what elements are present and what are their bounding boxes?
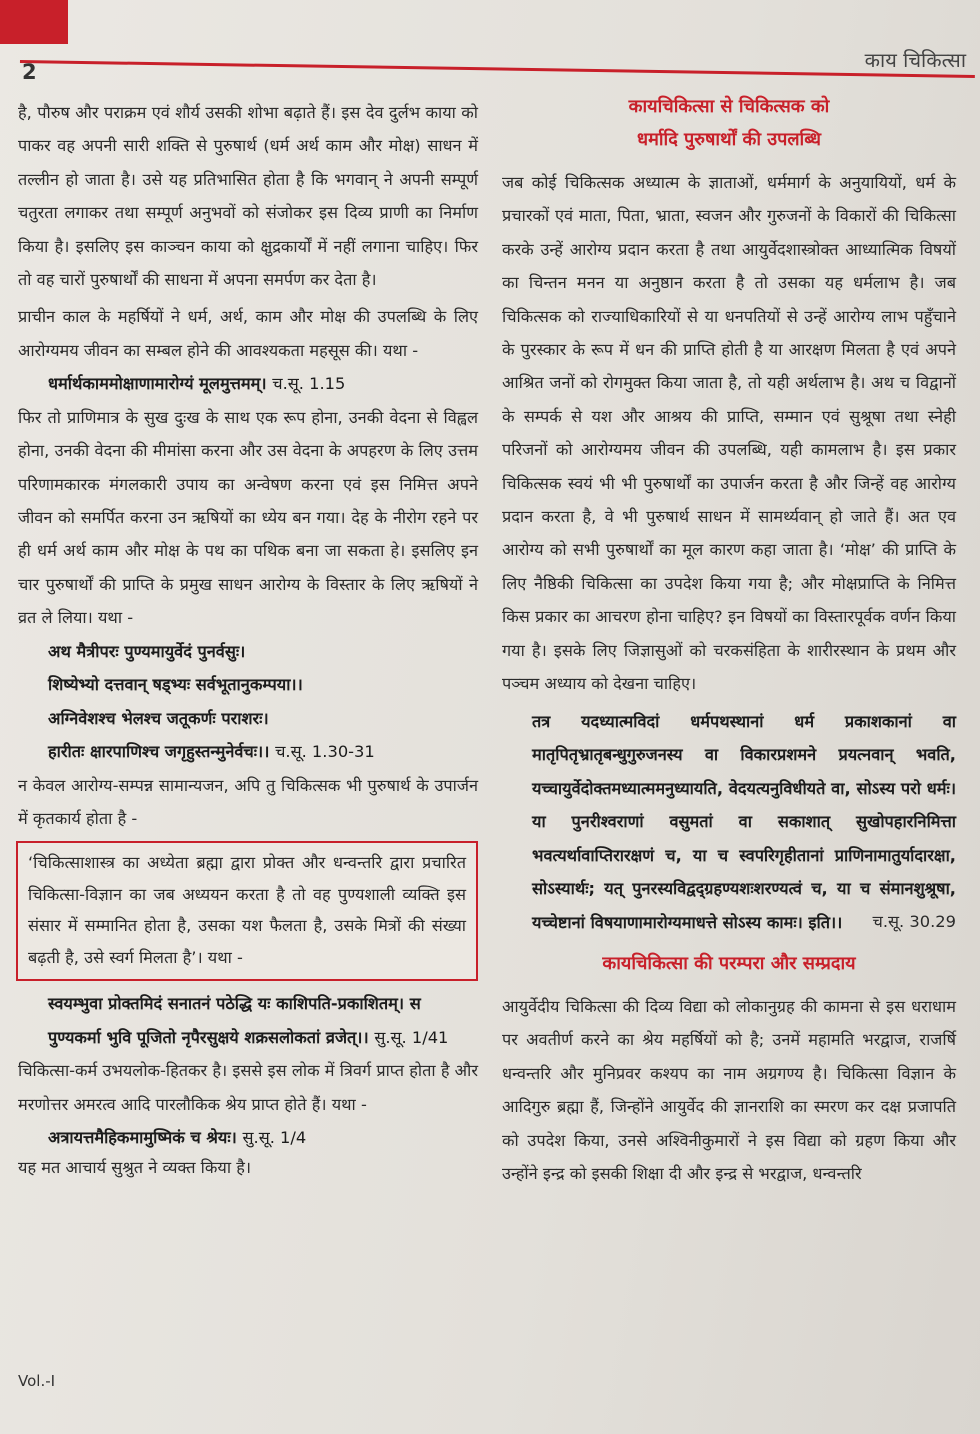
left-paragraph-2: प्राचीन काल के महर्षियों ने धर्म, अर्थ, काम और मोक्ष की उपलब्धि के लिए आरोग्यमय जीवन का सम्बल होने की आवश्यकता महसूस की। यथा - <box>18 307 478 360</box>
verse-line-3: अग्निवेशश्च भेलश्च जतूकर्णः पराशरः। <box>48 708 269 728</box>
verse-text: स्वयम्भुवा प्रोक्तमिदं सनातनं पठेद्धि यः काशिपति-प्रकाशितम्। स पुण्यकर्मा भुवि पूजितो नृपैरसुक्षये शक्रसलोकतां व्रजेत्।। <box>48 994 421 1047</box>
left-paragraph-6: यह मत आचार्य सुश्रुत ने व्यक्त किया है। <box>18 1157 252 1177</box>
verse-sushruta-1-41 <box>18 987 478 1054</box>
verse-reference: च.सू. 1.30-31 <box>275 742 375 762</box>
verse-charaka-1-15 <box>18 367 478 401</box>
left-paragraph-1: है, पौरुष और पराक्रम एवं शौर्य उसकी शोभा बढ़ाते हैं। इस देव दुर्लभ काया को पाकर वह अपनी सारी शक्ति से पुरुषार्थ (धर्म अर्थ काम और मोक्ष) साधन में तल्लीन हो जाता है। उसे यह प्रतिभासित होता है कि भगवान् ने अपनी सम्पूर्ण चतुरता लगाकर तथा सम्पूर्ण अनुभवों को संजोकर इस दिव्य प्राणी का निर्माण किया है। इसलिए इस काञ्चन काया को क्षुद्रकार्यों में नहीं लगाना चाहिए। फिर तो वह चारों पुरुषार्थों की साधना में अपना समर्पण कर देता है। <box>18 103 478 290</box>
right-column <box>502 90 956 1190</box>
verse-reference: सु.सू. 1/4 <box>242 1128 307 1148</box>
header-rule <box>20 60 975 78</box>
verse-reference: च.सू. 30.29 <box>872 912 956 931</box>
highlight-box-text: ‘चिकित्साशास्त्र का अध्येता ब्रह्मा द्वारा प्रोक्त और धन्वन्तरि द्वारा प्रचारित चिकित्सा-विज्ञान का जब अध्ययन करता है तो वह पुण्यशाली व्यक्ति इस संसार में सम्मानित होता है, उसका यश फैलता है, उसके मित्रों की संख्या बढ़ती है, उसे स्वर्ग मिलता है’। यथा - <box>28 853 466 967</box>
running-head: काय चिकित्सा <box>864 48 966 72</box>
right-paragraph-1: जब कोई चिकित्सक अध्यात्म के ज्ञाताओं, धर्ममार्ग के अनुयायियों, धर्म के प्रचारकों एवं माता, पिता, भ्राता, स्वजन और गुरुजनों के विकारों की चिकित्सा करके उन्हें आरोग्य प्रदान करता है तथा आयुर्वेदशास्त्रोक्त आध्यात्मिक विषयों का चिन्तन मनन या अनुष्ठान करता है तो उसका यह धर्मलाभ है। जब चिकित्सक को राज्याधिकारियों से या धनपतियों से उन्हें आरोग्य लाभ पहुँचाने के पुरस्कार के रूप में धन की प्राप्ति होती है या आरक्षण मिलता है एवं अपने आश्रित जनों को रोगमुक्त किया जाता है, तो यही अर्थलाभ है। अथ च विद्वानों के सम्पर्क से यश और आश्रय की प्राप्ति, सम्मान एवं सुश्रूषा तथा स्नेही परिजनों को आरोग्यमय जीवन की उपलब्धि, यही कामलाभ है। इस प्रकार चिकित्सक स्वयं भी भी पुरुषार्थों का उपार्जन करता है और जिन्हें वह आरोग्य प्रदान करता है, वे भी पुरुषार्थ साधन में सामर्थ्यवान् हो जाते हैं। अत एव आरोग्य को सभी पुरुषार्थों का मूल कारण कहा जाता है। ‘मोक्ष’ की प्राप्ति के लिए नैष्ठिकी चिकित्सा का उपदेश किया गया है; और मोक्षप्राप्ति के निमित्त किस प्रकार का आचरण होना चाहिए? इन विषयों का विस्तारपूर्वक वर्णन किया गया है। इसके लिए जिज्ञासुओं को चरकसंहिता के शारीरस्थान के प्रथम और पञ्चम अध्याय को देखना चाहिए। <box>502 173 956 694</box>
left-paragraph-3: फिर तो प्राणिमात्र के सुख दुःख के साथ एक रूप होना, उनकी वेदना से विह्वल होना, उनकी वेदना की मीमांसा करना और उस वेदना के अपहरण के लिए उत्तम परिणामकारक मंगलकारी उपाय का अन्वेषण करना एवं इस निमित्त अपने जीवन को समर्पित करना उन ऋषियों का ध्येय बन गया। देह के नीरोग रहने पर ही धर्म अर्थ काम और मोक्ष के पथ का पथिक बना जा सकता हे। इसलिए इन चार पुरुषार्थों की प्राप्ति के प्रमुख साधन आरोग्य के विस्तार के लिए ऋषियों ने व्रत ले लिया। यथा - <box>18 407 478 628</box>
section-heading-line-1: कायचिकित्सा से चिकित्सक को <box>628 96 830 117</box>
verse-reference: सु.सू. 1/41 <box>374 1027 449 1047</box>
right-paragraph-2: आयुर्वेदीय चिकित्सा की दिव्य विद्या को लोकानुग्रह की कामना से इस धराधाम पर अवतीर्ण करने का श्रेय महर्षियों को है; उनमें महामति भरद्वाज, राजर्षि धन्वन्तरि और मुनिप्रवर कश्यप का नाम अग्रगण्य है। चिकित्सा विज्ञान के आदिगुरु ब्रह्मा हैं, जिन्होंने आयुर्वेद की ज्ञानराशि का स्मरण कर दक्ष प्रजापति को उपदेश किया, उनसे अश्विनीकुमारों ने इस विद्या को ग्रहण किया और उन्होंने इन्द्र को इसकी शिक्षा दी और इन्द्र से भरद्वाज, धन्वन्तरि <box>502 997 956 1184</box>
red-corner-tab <box>0 0 68 44</box>
page-number: 2 <box>22 60 37 84</box>
verse-text: हारीतः क्षारपाणिश्च जगृहुस्तन्मुनेर्वचः।। <box>48 742 270 762</box>
left-paragraph-5: चिकित्सा-कर्म उभयलोक-हितकर है। इससे इस लोक में त्रिवर्ग प्राप्त होता है और मरणोत्तर अमरत्व आदि पारलौकिक श्रेय प्राप्त होते हैं। यथा - <box>18 1061 478 1114</box>
left-column <box>18 96 478 1181</box>
verse-charaka-30-29: तत्र यदध्यात्मविदां धर्मपथस्थानां धर्म प्रकाशकानां वा मातृपितृभ्रातृबन्धुगुरुजनस्य वा विकारप्रशमने प्रयत्नवान् भवति, यच्चायुर्वेदोक्तमध्यात्ममनुध्यायति, वेदयत्यनुविधीयते वा, सोऽस्य परो धर्मः। या पुनरीश्वराणां वसुमतां वा सकाशात् सुखोपहारनिमित्ता भवत्यर्थावाप्तिरारक्षणं च, या च स्वपरिगृहीतानां प्राणिनामातुर्यादारक्षा, सोऽस्यार्थः; यत् पुनरस्यविद्वद्ग्रहण्यशःशरण्यत्वं च, या च संमानशुश्रूषा, यच्चेष्टानां विषयाणामारोग्यमाधत्ते सोऽस्य कामः। इति।। <box>532 711 956 932</box>
verse-sushruta-1-4 <box>18 1121 478 1155</box>
verse-line-2: शिष्येभ्यो दत्तवान् षड्भ्यः सर्वभूतानुकम्पया।। <box>48 675 303 695</box>
section-heading-line-2: धर्मादि पुरुषार्थों की उपलब्धि <box>637 129 821 150</box>
verse-line-1: अथ मैत्रीपरः पुण्यमायुर्वेदं पुनर्वसुः। <box>48 641 246 661</box>
verse-line-4 <box>18 735 478 769</box>
highlight-box <box>16 841 478 981</box>
left-paragraph-4: न केवल आरोग्य-सम्पन्न सामान्यजन, अपि तु चिकित्सक भी पुरुषार्थ के उपार्जन में कृतकार्य होता है - <box>18 775 478 828</box>
verse-text: अत्रायत्तमैहिकमामुष्मिकं च श्रेयः। <box>48 1128 237 1148</box>
verse-reference: च.सू. 1.15 <box>272 374 346 394</box>
volume-footer: Vol.-I <box>18 1372 56 1390</box>
section-heading-2: कायचिकित्सा की परम्परा और सम्प्रदाय <box>602 953 856 974</box>
verse-text: धर्मार्थकाममोक्षाणामारोग्यं मूलमुत्तमम्। <box>48 374 267 394</box>
